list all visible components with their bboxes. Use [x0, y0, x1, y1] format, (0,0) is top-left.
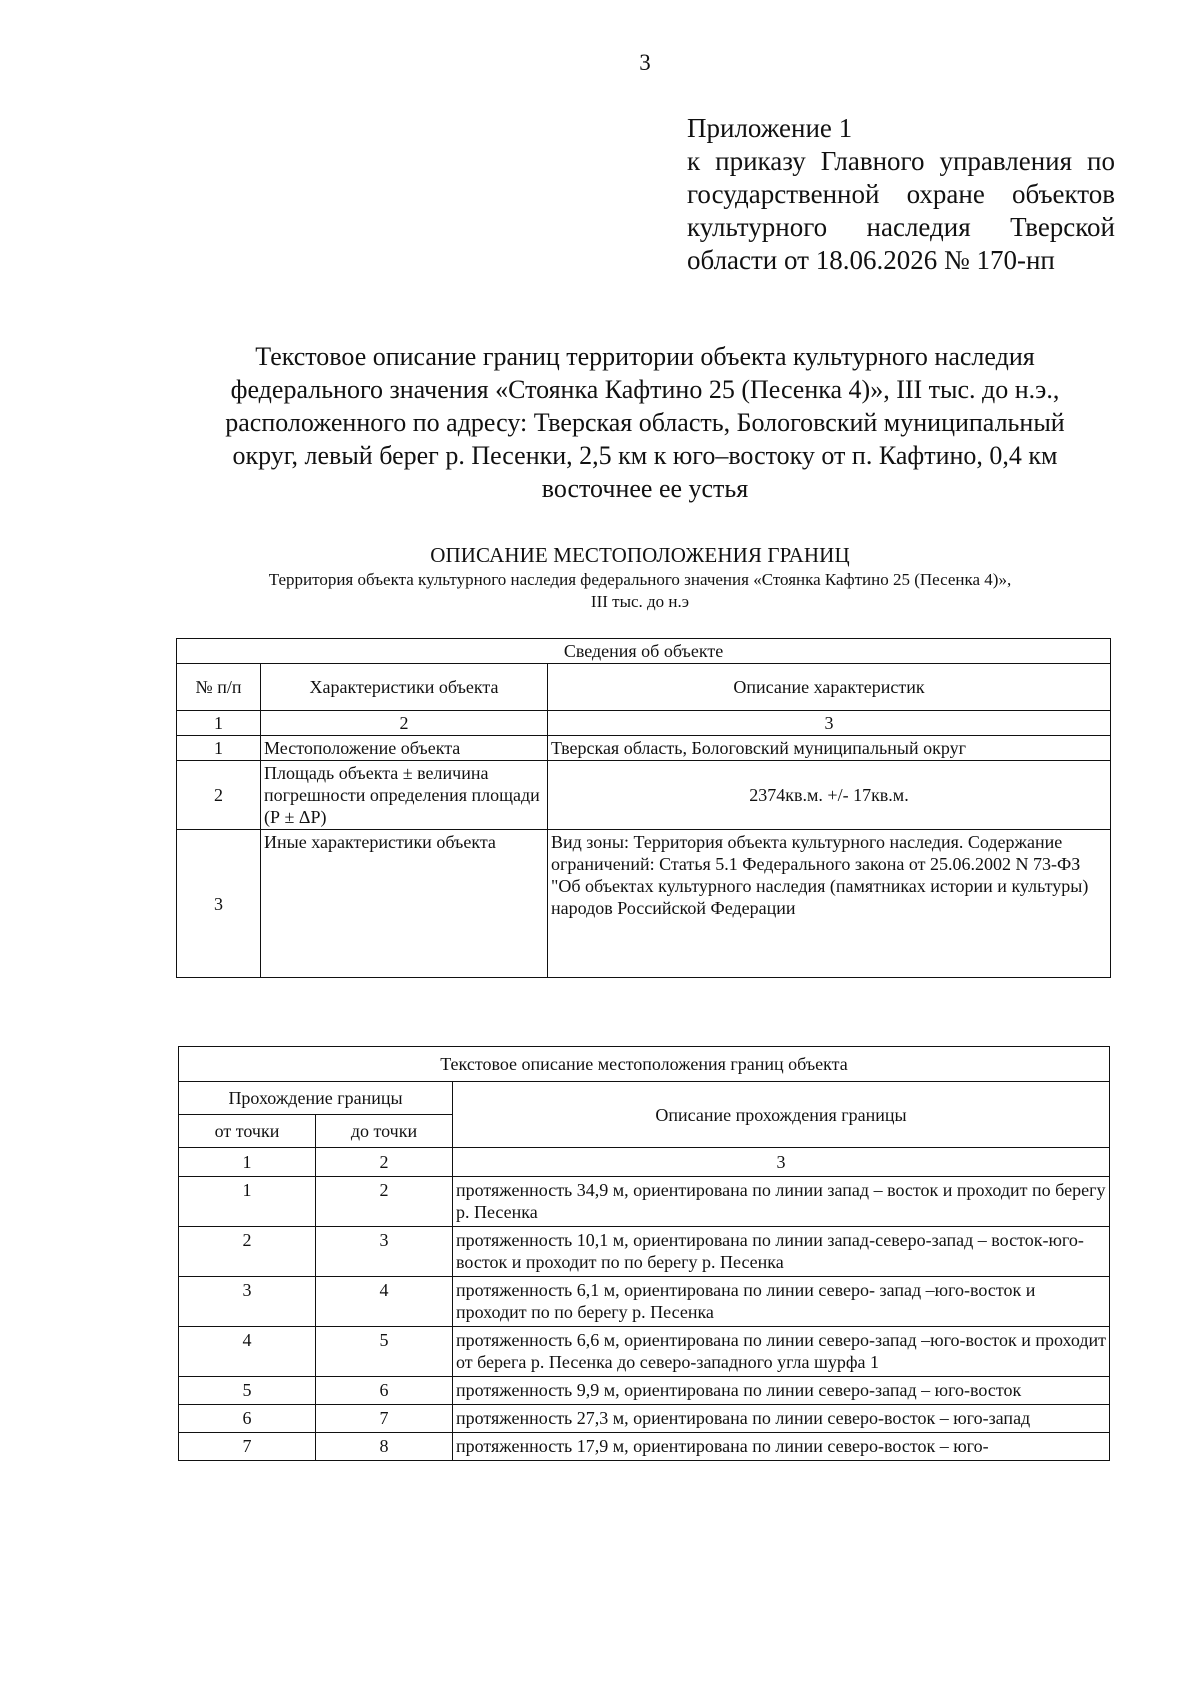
appendix-line: государственной охране объектов — [687, 179, 1115, 209]
to-point: 2 — [316, 1177, 453, 1227]
section-title: ОПИСАНИЕ МЕСТОПОЛОЖЕНИЯ ГРАНИЦ — [430, 543, 850, 567]
row-description: Вид зоны: Территория объекта культурного наследия. Содержание ограничений: Статья 5.1 Федерального закона от 25.06.2002 N 73-ФЗ "Об объектах культурного наследия (памятниках истории и культуры) народов Российской Федерации — [548, 830, 1111, 978]
row-characteristic: Местоположение объекта — [261, 736, 548, 761]
table-row — [177, 736, 1111, 761]
from-point: 5 — [179, 1377, 316, 1405]
subtitle-line: III тыс. до н.э — [590, 592, 690, 611]
boundary-table-caption: Текстовое описание местоположения границ объекта — [179, 1047, 1110, 1082]
header-boundary-pass: Прохождение границы — [179, 1082, 453, 1115]
to-point: 3 — [316, 1227, 453, 1277]
to-point: 4 — [316, 1277, 453, 1327]
title-line: округ, левый берег р. Песенки, 2,5 км к юго–востоку от п. Кафтино, 0,4 км — [232, 441, 1058, 470]
object-table-caption: Сведения об объекте — [177, 639, 1111, 664]
boundary-description: протяженность 27,3 м, ориентирована по линии северо-восток – юго-запад — [453, 1405, 1110, 1433]
row-description: 2374кв.м. +/- 17кв.м. — [548, 761, 1111, 830]
table-row — [179, 1405, 1110, 1433]
index-cell: 1 — [177, 711, 261, 736]
table-row — [179, 1327, 1110, 1377]
to-point: 7 — [316, 1405, 453, 1433]
boundary-description: протяженность 6,6 м, ориентирована по линии северо-запад –юго-восток и проходит от берега р. Песенка до северо-западного угла шурфа 1 — [453, 1327, 1110, 1377]
from-point: 4 — [179, 1327, 316, 1377]
boundary-description: протяженность 34,9 м, ориентирована по линии запад – восток и проходит по берегу р. Песенка — [453, 1177, 1110, 1227]
table-row — [177, 830, 1111, 978]
subtitle-line: Территория объекта культурного наследия федерального значения «Стоянка Кафтино 25 (Песенка 4)», — [268, 570, 1012, 589]
row-characteristic: Площадь объекта ± величина погрешности определения площади (Р ± ΔР) — [261, 761, 548, 830]
from-point: 2 — [179, 1227, 316, 1277]
section-subtitle — [180, 569, 1100, 613]
index-cell: 3 — [453, 1148, 1110, 1177]
title-line: Текстовое описание границ территории объекта культурного наследия — [255, 342, 1035, 371]
table-row — [177, 761, 1111, 830]
index-cell: 1 — [179, 1148, 316, 1177]
row-num: 3 — [177, 830, 261, 978]
row-num: 1 — [177, 736, 261, 761]
appendix-line: культурного наследия Тверской — [687, 212, 1115, 242]
header-num: № п/п — [177, 664, 261, 711]
title-line: восточнее ее устья — [541, 474, 749, 503]
appendix-line: области от 18.06.2026 № 170-нп — [687, 245, 1055, 275]
row-description: Тверская область, Бологовский муниципальный округ — [548, 736, 1111, 761]
boundary-description-table — [178, 1046, 1110, 1461]
title-line: федерального значения «Стоянка Кафтино 25 (Песенка 4)», III тыс. до н.э., — [230, 375, 1060, 404]
row-num: 2 — [177, 761, 261, 830]
header-description: Описание характеристик — [548, 664, 1111, 711]
from-point: 6 — [179, 1405, 316, 1433]
boundary-description: протяженность 9,9 м, ориентирована по линии северо-запад – юго-восток — [453, 1377, 1110, 1405]
header-boundary-description: Описание прохождения границы — [453, 1082, 1110, 1148]
table-row — [179, 1277, 1110, 1327]
appendix-line: к приказу Главного управления по — [687, 146, 1115, 176]
index-cell: 2 — [316, 1148, 453, 1177]
index-cell: 3 — [548, 711, 1111, 736]
index-cell: 2 — [261, 711, 548, 736]
table-row — [179, 1377, 1110, 1405]
boundary-description: протяженность 6,1 м, ориентирована по линии северо- запад –юго-восток и проходит по по берегу р. Песенка — [453, 1277, 1110, 1327]
header-to-point: до точки — [316, 1115, 453, 1148]
from-point: 7 — [179, 1433, 316, 1461]
appendix-block — [687, 112, 1115, 277]
table-row — [179, 1227, 1110, 1277]
header-characteristics: Характеристики объекта — [261, 664, 548, 711]
from-point: 3 — [179, 1277, 316, 1327]
appendix-line: Приложение 1 — [687, 113, 853, 143]
page-number: 3 — [639, 50, 651, 75]
table-row — [179, 1177, 1110, 1227]
row-characteristic: Иные характеристики объекта — [261, 830, 548, 978]
to-point: 6 — [316, 1377, 453, 1405]
title-line: расположенного по адресу: Тверская область, Бологовский муниципальный — [225, 408, 1065, 437]
to-point: 8 — [316, 1433, 453, 1461]
header-from-point: от точки — [179, 1115, 316, 1148]
to-point: 5 — [316, 1327, 453, 1377]
document-title — [170, 340, 1120, 505]
table-row — [179, 1433, 1110, 1461]
boundary-description: протяженность 10,1 м, ориентирована по линии запад-северо-запад – восток-юго-восток и проходит по по берегу р. Песенка — [453, 1227, 1110, 1277]
from-point: 1 — [179, 1177, 316, 1227]
boundary-description: протяженность 17,9 м, ориентирована по линии северо-восток – юго- — [453, 1433, 1110, 1461]
object-info-table — [176, 638, 1111, 978]
